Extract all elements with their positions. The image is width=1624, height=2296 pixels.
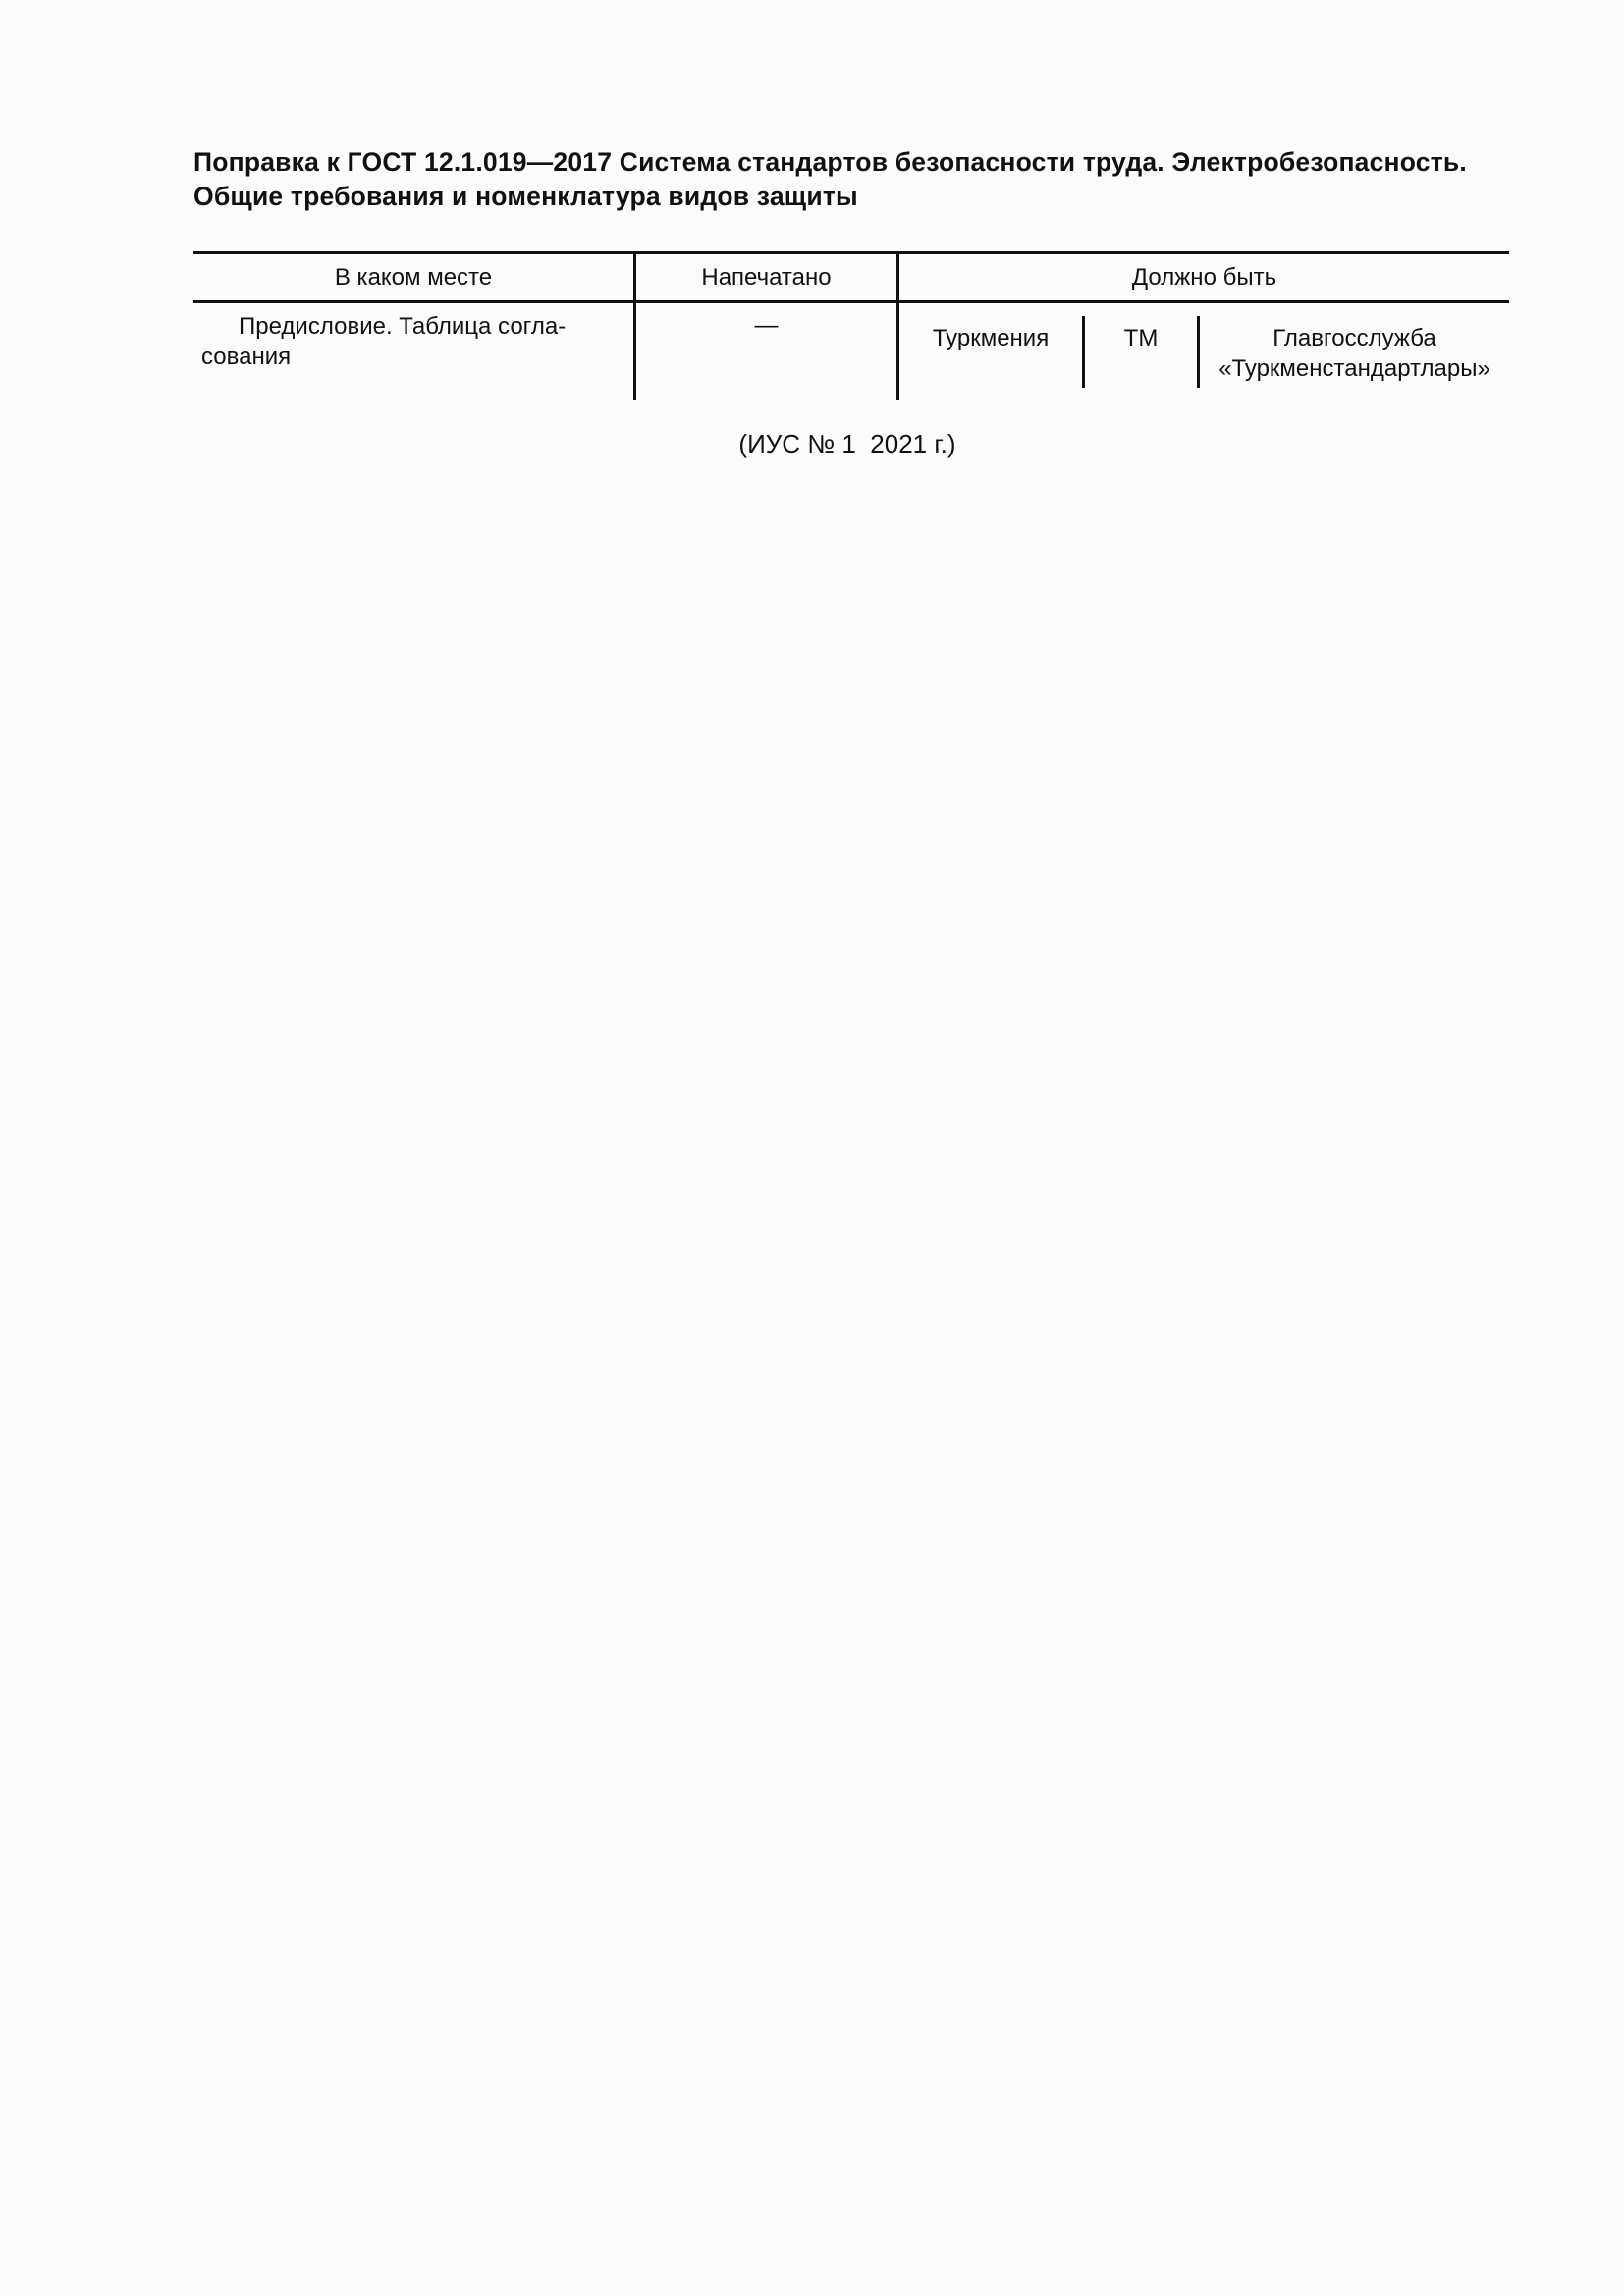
place-text-continued: сования [201, 344, 292, 370]
place-cell [201, 311, 623, 372]
place-text: Предисловие. Таблица согла- [239, 313, 567, 340]
table-top-rule [193, 251, 1509, 254]
authority-cell [1200, 323, 1509, 384]
country-code-cell: TM [1123, 325, 1159, 351]
header-should-be: Должно быть [1131, 264, 1277, 291]
title-line-1: Поправка к ГОСТ 12.1.019—2017 Система стандартов безопасности труда. Электробезопасность. [193, 147, 1467, 177]
title-line-2: Общие требования и номенклатура видов защиты [193, 182, 858, 211]
table-header-rule [193, 300, 1509, 303]
authority-line-2: «Туркменстандартлары» [1218, 355, 1490, 382]
authority-line-1: Главгосслужба [1272, 325, 1436, 351]
page-title [193, 145, 1509, 214]
publication-reference: (ИУС № 1 2021 г.) [738, 429, 956, 458]
header-place: В каком месте [334, 264, 493, 291]
country-cell: Туркмения [932, 325, 1050, 351]
printed-cell: — [754, 312, 779, 339]
header-printed: Напечатано [701, 264, 832, 291]
